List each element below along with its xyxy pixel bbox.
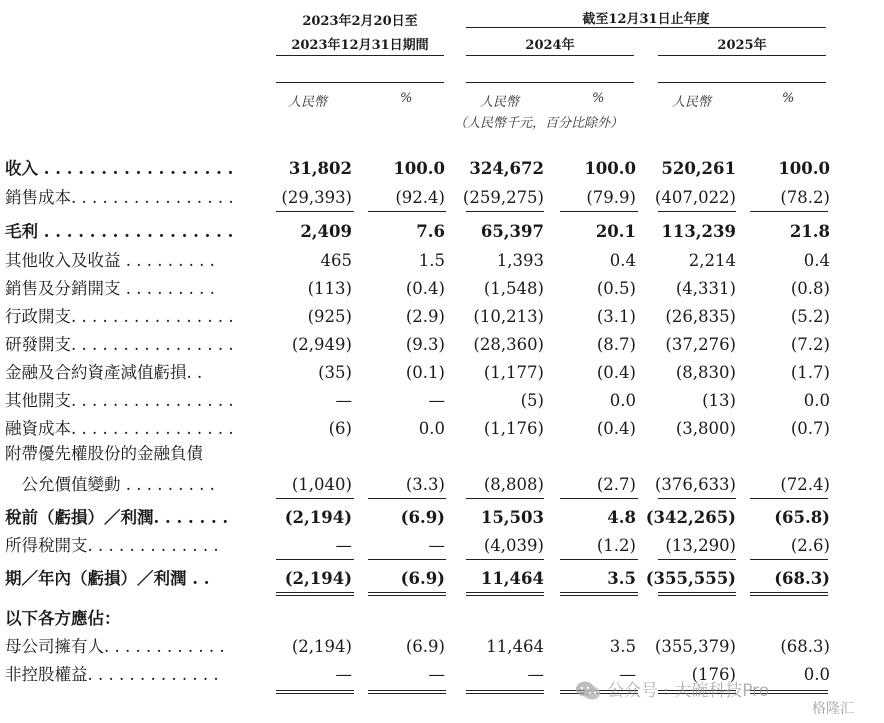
row-label: 其他開支. . . . . . . . . . . . . . . . [5, 391, 234, 410]
wechat-icon [575, 680, 601, 702]
row-label: 銷售及分銷開支 . . . . . . . . . [5, 279, 215, 298]
year-2024-rmb-value: 15,503 [480, 508, 544, 527]
year-2024-rmb-value: 65,397 [480, 222, 544, 241]
year-2024-pct-value: 4.8 [607, 508, 636, 527]
year-2025-pct-value: (2.6) [790, 536, 830, 555]
subtotal-rule [750, 559, 828, 560]
year-2025-rmb-value: (407,022) [654, 188, 736, 207]
period-2023-rmb-value: (925) [307, 307, 352, 326]
year-2025-rmb-value: (13) [702, 391, 736, 410]
year-2024-rmb-value: 11,464 [486, 637, 544, 656]
year-2025-pct-value: (78.2) [780, 188, 830, 207]
table-row [0, 248, 884, 274]
period-2023-rmb-value: (6) [328, 419, 352, 438]
header-rule-col3 [658, 55, 826, 56]
year-2025-rmb-value: (4,331) [675, 279, 736, 298]
period-2023-pct-value: — [428, 536, 445, 555]
period-2023-pct-value: 7.6 [416, 222, 445, 241]
year-2024-rmb-value: (1,176) [483, 419, 544, 438]
year-2024-rmb-value: (8,808) [483, 475, 544, 494]
year-2024-pct-value: (8.7) [596, 335, 636, 354]
year-2024-rmb-value: (28,360) [473, 335, 544, 354]
period-2023-pct-value: 100.0 [393, 159, 445, 178]
period-2023-pct-value: (92.4) [395, 188, 445, 207]
total-double-rule [368, 690, 446, 694]
year-2024-rmb-value: (4,039) [483, 536, 544, 555]
row-label: 行政開支. . . . . . . . . . . . . . . . [5, 307, 234, 326]
year-2024-pct-value: 0.4 [609, 251, 636, 270]
year-2025-pct-value: 0.4 [803, 251, 830, 270]
year-2025-rmb-value: (26,835) [665, 307, 736, 326]
period-2023-rmb-value: (29,393) [281, 188, 352, 207]
total-double-rule [560, 592, 638, 596]
total-double-rule [658, 592, 736, 596]
period-2023-rmb-value: (1,040) [291, 475, 352, 494]
year-2024-rmb-value: — [527, 665, 544, 684]
table-row [0, 360, 884, 386]
year-2025-rmb-value: (355,555) [645, 569, 736, 588]
unit-note: （人民幣千元，百分比除外） [454, 116, 624, 131]
table-row [0, 606, 884, 632]
unit-rmb-3: 人民幣 [672, 95, 712, 110]
period-2023-rmb-value: 465 [320, 251, 352, 270]
subtotal-rule [466, 211, 544, 212]
unit-rmb-2: 人民幣 [480, 95, 520, 110]
year-2025-rmb-value: (8,830) [675, 363, 736, 382]
row-label: 融資成本. . . . . . . . . . . . . . . . [5, 419, 234, 438]
total-double-rule [466, 592, 544, 596]
year-2024-pct-value: (0.4) [596, 363, 636, 382]
period-2023-pct-value: (0.4) [405, 279, 445, 298]
period-2023-pct-value: (6.9) [400, 508, 445, 527]
header-rule-col2 [466, 55, 634, 56]
year-2024-pct-value: 3.5 [609, 637, 636, 656]
header-rule-col1 [276, 55, 444, 56]
year-2025-pct-value: (72.4) [780, 475, 830, 494]
row-label: 金融及合約資產減值虧損. . [5, 363, 203, 382]
row-label: 非控股權益. . . . . . . . . . . . . [5, 665, 219, 684]
subtotal-rule [368, 559, 446, 560]
year-2024-rmb-value: (10,213) [473, 307, 544, 326]
subtotal-rule [466, 498, 544, 499]
subtotal-rule [368, 211, 446, 212]
year-2024-pct-value: (1.2) [596, 536, 636, 555]
subtotal-rule [368, 498, 446, 499]
watermark-text: 公众号 · 大碗科技Pro [607, 681, 770, 701]
unit-rule-col1 [276, 82, 444, 83]
year-2025-pct-value: (7.2) [790, 335, 830, 354]
table-row [0, 416, 884, 442]
unit-rule-col3 [658, 82, 826, 83]
year-2025-pct-value: (0.7) [790, 419, 830, 438]
period-2023-rmb-value: — [335, 391, 352, 410]
year-2025-rmb-value: 113,239 [661, 222, 736, 241]
subtotal-rule [658, 559, 736, 560]
year-2025-rmb-value: 520,261 [661, 159, 736, 178]
period-2023-pct-value: (0.1) [405, 363, 445, 382]
subtotal-rule [466, 559, 544, 560]
table-row [0, 185, 884, 211]
total-double-rule [368, 592, 446, 596]
year-2024-rmb-value: 1,393 [496, 251, 544, 270]
subtotal-rule [276, 211, 354, 212]
subtotal-rule [658, 498, 736, 499]
table-row [0, 472, 884, 498]
period-2023-pct-value: 1.5 [418, 251, 445, 270]
year-2025-rmb-value: (342,265) [645, 508, 736, 527]
row-label: 所得稅開支. . . . . . . . . . . . . [5, 536, 219, 555]
year-2025-pct-value: 100.0 [778, 159, 830, 178]
year-2024-rmb-value: 11,464 [480, 569, 544, 588]
year-2025-pct-value: (1.7) [790, 363, 830, 382]
year-2024-header: 2024年 [525, 38, 575, 53]
year-2024-pct-value: 0.0 [609, 391, 636, 410]
year-2024-pct-value: (79.9) [586, 188, 636, 207]
year-group-header: 截至12月31日止年度 [582, 12, 710, 27]
year-2024-pct-value: 100.0 [584, 159, 636, 178]
row-label: 稅前（虧損）／利潤. . . . . . . [5, 508, 229, 527]
unit-pct-2: % [592, 91, 605, 106]
row-label: 公允價值變動 . . . . . . . . . [5, 475, 215, 494]
subtotal-rule [560, 559, 638, 560]
year-2025-rmb-value: (3,800) [675, 419, 736, 438]
row-label: 其他收入及收益 . . . . . . . . . [5, 251, 215, 270]
period-2023-rmb-value: (113) [307, 279, 352, 298]
year-2025-pct-value: (68.3) [774, 569, 830, 588]
year-2025-rmb-value: 2,214 [688, 251, 736, 270]
table-row [0, 533, 884, 559]
year-2025-rmb-value: (37,276) [665, 335, 736, 354]
year-2024-pct-value: (2.7) [596, 475, 636, 494]
year-2024-pct-value: — [619, 665, 636, 684]
row-label: 毛利 . . . . . . . . . . . . . . . . . [5, 222, 234, 241]
year-2025-pct-value: (0.8) [790, 279, 830, 298]
table-row [0, 332, 884, 358]
table-row [0, 276, 884, 302]
period-2023-rmb-value: (2,949) [291, 335, 352, 354]
table-row [0, 505, 884, 531]
subtotal-rule [276, 498, 354, 499]
unit-rmb-1: 人民幣 [288, 95, 328, 110]
year-2025-rmb-value: (13,290) [665, 536, 736, 555]
year-2024-pct-value: 3.5 [607, 569, 636, 588]
row-label: 以下各方應佔： [5, 609, 121, 628]
year-2025-rmb-value: (176) [691, 665, 736, 684]
period-2023-rmb-value: — [335, 665, 352, 684]
row-label: 期／年內（虧損）／利潤 . . [5, 569, 210, 588]
period-2023-rmb-value: (35) [318, 363, 352, 382]
row-label: 銷售成本. . . . . . . . . . . . . . . . [5, 188, 234, 207]
year-2024-pct-value: (3.1) [596, 307, 636, 326]
period-2023-pct-value: — [428, 665, 445, 684]
table-row [0, 388, 884, 414]
period-2023-rmb-value: (2,194) [284, 508, 352, 527]
unit-pct-1: % [400, 91, 413, 106]
year-2025-pct-value: 21.8 [789, 222, 830, 241]
year-2024-rmb-value: (259,275) [462, 188, 544, 207]
year-2025-pct-value: (68.3) [780, 637, 830, 656]
year-2024-pct-value: (0.5) [596, 279, 636, 298]
year-2024-rmb-value: (1,177) [483, 363, 544, 382]
unit-rule-col2 [466, 82, 634, 83]
watermark-badge: 格隆汇 [812, 701, 854, 717]
period-2023-rmb-value: 31,802 [288, 159, 352, 178]
period-header-line1: 2023年2月20日至 [302, 14, 418, 29]
period-2023-rmb-value: 2,409 [300, 222, 352, 241]
year-2024-rmb-value: (5) [520, 391, 544, 410]
watermark [575, 676, 769, 702]
group-header-rule [466, 27, 826, 28]
period-2023-pct-value: (6.9) [405, 637, 445, 656]
row-label: 母公司擁有人. . . . . . . . . . . . [5, 637, 225, 656]
period-2023-pct-value: (3.3) [405, 475, 445, 494]
period-2023-pct-value: 0.0 [418, 419, 445, 438]
table-row [0, 566, 884, 592]
unit-pct-3: % [782, 91, 795, 106]
period-2023-pct-value: (2.9) [405, 307, 445, 326]
year-2025-pct-value: 0.0 [803, 391, 830, 410]
row-label: 附帶優先權股份的金融負債 [5, 444, 203, 463]
year-2025-rmb-value: (355,379) [654, 637, 736, 656]
year-2025-header: 2025年 [717, 38, 767, 53]
period-header-line2: 2023年12月31日期間 [291, 38, 429, 53]
year-2025-pct-value: 0.0 [803, 665, 830, 684]
subtotal-rule [750, 211, 828, 212]
subtotal-rule [560, 498, 638, 499]
subtotal-rule [560, 211, 638, 212]
table-row [0, 441, 884, 467]
year-2024-pct-value: 20.1 [595, 222, 636, 241]
row-label: 研發開支. . . . . . . . . . . . . . . . [5, 335, 234, 354]
period-2023-rmb-value: — [335, 536, 352, 555]
subtotal-rule [750, 498, 828, 499]
table-row [0, 156, 884, 182]
total-double-rule [276, 690, 354, 694]
subtotal-rule [658, 211, 736, 212]
subtotal-rule [276, 559, 354, 560]
row-label: 收入 . . . . . . . . . . . . . . . . . [5, 159, 234, 178]
year-2024-rmb-value: (1,548) [483, 279, 544, 298]
period-2023-rmb-value: (2,194) [284, 569, 352, 588]
total-double-rule [750, 592, 828, 596]
year-2024-rmb-value: 324,672 [469, 159, 544, 178]
table-row [0, 219, 884, 245]
period-2023-pct-value: (6.9) [400, 569, 445, 588]
period-2023-rmb-value: (2,194) [291, 637, 352, 656]
year-2025-rmb-value: (376,633) [654, 475, 736, 494]
period-2023-pct-value: — [428, 391, 445, 410]
year-2025-pct-value: (5.2) [790, 307, 830, 326]
period-2023-pct-value: (9.3) [405, 335, 445, 354]
table-row [0, 634, 884, 660]
total-double-rule [466, 690, 544, 694]
year-2025-pct-value: (65.8) [774, 508, 830, 527]
table-row [0, 304, 884, 330]
total-double-rule [276, 592, 354, 596]
year-2024-pct-value: (0.4) [596, 419, 636, 438]
